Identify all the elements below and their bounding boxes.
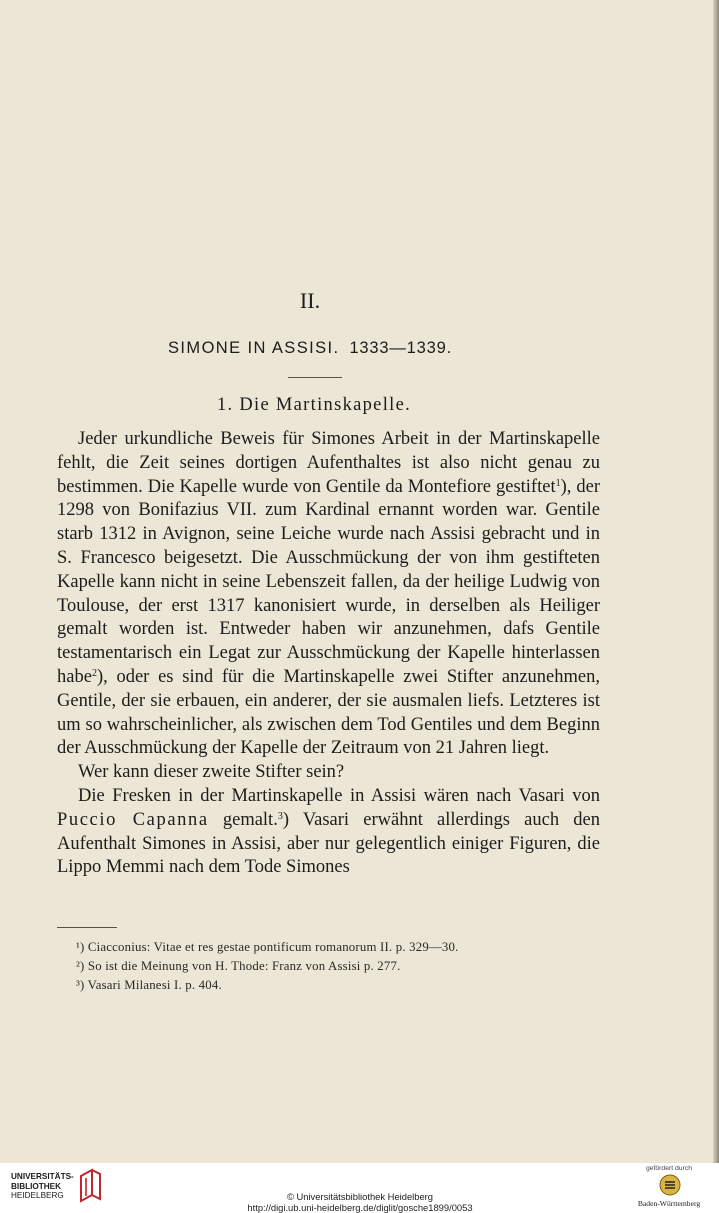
paragraph-3-part-c: ) Vasari erwähnt allerdings auch den Aufenthalt Simones in Assisi, aber nur gelegentlich einiger Figuren, die Lippo Memmi nach dem Tode Simones	[57, 810, 600, 878]
footnote-ref-2[interactable]: 2	[92, 668, 97, 679]
copyright-text: © Universitätsbibliothek Heidelberg	[200, 1192, 520, 1203]
paragraph-3	[57, 785, 600, 880]
library-name-line1: UNIVERSITÄTS-	[11, 1172, 74, 1182]
paragraph-3-part-a: Die Fresken in der Martinskapelle in Assisi wären nach Vasari von	[78, 786, 600, 806]
chapter-years: 1333—1339.	[349, 339, 452, 357]
page-edge-shadow	[713, 0, 719, 1163]
chapter-title	[0, 339, 620, 358]
footnote-ref-1[interactable]: 1	[556, 478, 561, 489]
chapter-title-text: SIMONE IN ASSISI.	[168, 339, 339, 357]
title-divider	[288, 377, 342, 378]
state-seal-icon	[659, 1174, 681, 1196]
sponsor-name: Baden-Württemberg	[631, 1199, 707, 1208]
footnote-divider	[57, 927, 117, 928]
footer-center	[200, 1192, 520, 1213]
library-logo-icon[interactable]	[74, 1168, 102, 1204]
footnote-2: ²) So ist die Meinung von H. Thode: Franz von Assisi p. 277.	[76, 957, 606, 976]
footnote-1: ¹) Ciacconius: Vitae et res gestae pontificum romanorum II. p. 329—30.	[76, 938, 606, 957]
paragraph-1	[57, 428, 600, 761]
paragraph-2: Wer kann dieser zweite Stifter sein?	[57, 761, 600, 785]
funded-by-label: gefördert durch	[631, 1165, 707, 1172]
painter-name: Puccio Capanna	[57, 810, 209, 830]
footnote-3: ³) Vasari Milanesi I. p. 404.	[76, 976, 606, 995]
library-name-line2: BIBLIOTHEK	[11, 1182, 74, 1192]
library-logo-text[interactable]	[11, 1172, 74, 1201]
section-title: 1. Die Martinskapelle.	[0, 395, 628, 416]
footnote-ref-3[interactable]: 3	[278, 811, 283, 822]
paragraph-3-part-b: gemalt.	[209, 810, 278, 830]
footnotes	[76, 938, 606, 995]
body-text	[57, 428, 600, 880]
paragraph-1-part-a: Jeder urkundliche Beweis für Simones Arbeit in der Martinskapelle fehlt, die Zeit seines dortigen Aufenthaltes ist also nicht genau zu bestimmen. Die Kapelle wurde von Gentile da Montefiore gestiftet	[57, 429, 600, 497]
chapter-number: II.	[0, 288, 620, 314]
paragraph-1-part-c: ), oder es sind für die Martinskapelle zwei Stifter anzunehmen, Gentile, der sie erbauen, ein anderer, der sie ausmalen liefs. Letzteres ist um so wahrscheinlicher, als zwischen dem Tod Gentiles und dem Beginn der Ausschmückung der Kapelle der Zeitraum von 21 Jahren liegt.	[57, 667, 600, 758]
paragraph-1-part-b: ), der 1298 von Bonifazius VII. zum Kardinal ernannt worden war. Gentile starb 1312 in Avignon, seine Leiche wurde nach Assisi gebracht und in S. Francesco beigesetzt. Die Ausschmückung der von ihm gestifteten Kapelle kann nicht in seine Lebenszeit fallen, da der heilige Ludwig von Toulouse, der erst 1317 kanonisiert wurde, in derselben als Heiliger gemalt worden ist. Entweder haben wir anzunehmen, dafs Gentile testamentarisch ein Legat zur Ausschmückung der Kapelle hinterlassen habe	[57, 477, 600, 687]
library-name-line3: HEIDELBERG	[11, 1191, 74, 1201]
permalink-url[interactable]: http://digi.ub.uni-heidelberg.de/diglit/gosche1899/0053	[200, 1203, 520, 1213]
